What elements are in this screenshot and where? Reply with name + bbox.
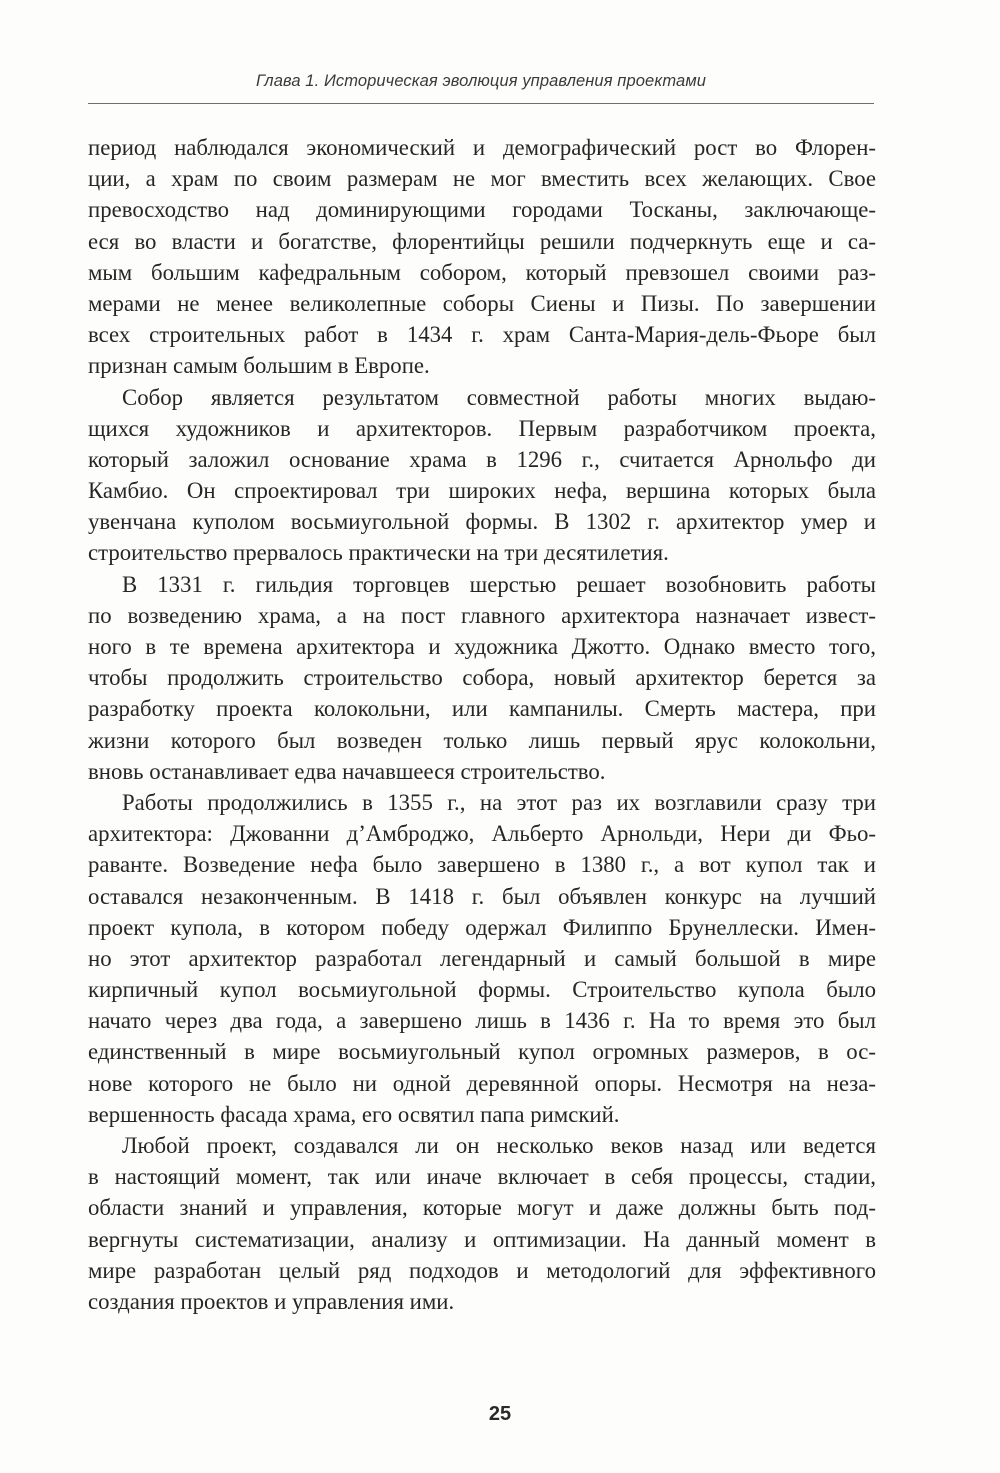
text-line: Любой проект, создавался ли он несколько веков назад или ведется <box>122 1133 876 1158</box>
text-line: создания проектов и управления ими. <box>88 1288 455 1314</box>
text-line: вновь останавливает едва начавшееся строительство. <box>88 758 606 784</box>
text-line: разработку проекта колокольни, или кампанилы. Смерть мастера, при <box>88 696 876 722</box>
text-line: но этот архитектор разработал легендарный и самый большой в мире <box>88 945 876 971</box>
paragraph-1 <box>88 132 876 382</box>
text-line: проект купола, в котором победу одержал Филиппо Брунеллески. Имен- <box>88 914 876 940</box>
text-line: ции, а храм по своим размерам не мог вместить всех желающих. Свое <box>88 166 876 192</box>
text-line: оставался незаконченным. В 1418 г. был объявлен конкурс на лучший <box>88 883 876 909</box>
text-line: по возведению храма, а на пост главного архитектора назначает извест- <box>88 602 876 628</box>
text-line: в настоящий момент, так или иначе включает в себя процессы, стадии, <box>88 1164 876 1190</box>
text-line: кирпичный купол восьмиугольной формы. Строительство купола было <box>88 977 876 1003</box>
text-line: архитектора: Джованни д’Амброджо, Альберто Арнольди, Нери ди Фьо- <box>88 821 876 847</box>
text-line: чтобы продолжить строительство собора, новый архитектор берется за <box>88 665 876 691</box>
text-line: мерами не менее великолепные соборы Сиены и Пизы. По завершении <box>88 290 876 316</box>
text-line: щихся художников и архитекторов. Первым разработчиком проекта, <box>88 415 876 441</box>
text-line: Собор является результатом совместной работы многих выдаю- <box>122 384 876 410</box>
text-line: нове которого не было ни одной деревянной опоры. Несмотря на неза- <box>88 1070 876 1096</box>
text-line: всех строительных работ в 1434 г. храм Санта-Мария-дель-Фьоре был <box>88 322 876 348</box>
text-line: Камбио. Он спроектировал три широких нефа, вершина которых была <box>88 478 876 504</box>
text-line: мым большим кафедральным собором, который превзошел своими раз- <box>88 259 876 285</box>
text-line: еся во власти и богатстве, флорентийцы решили подчеркнуть еще и са- <box>88 228 876 254</box>
paragraph-2 <box>88 382 876 569</box>
text-line: вергнуты систематизации, анализу и оптимизации. На данный момент в <box>88 1226 876 1252</box>
text-line: раванте. Возведение нефа было завершено в 1380 г., а вот купол так и <box>88 852 876 878</box>
text-line: жизни которого был возведен только лишь первый ярус колокольни, <box>88 727 876 753</box>
paragraph-3 <box>88 569 876 787</box>
text-line: который заложил основание храма в 1296 г., считается Арнольфо ди <box>88 446 876 472</box>
text-line: единственный в мире восьмиугольный купол огромных размеров, в ос- <box>88 1039 876 1065</box>
paragraph-4 <box>88 787 876 1130</box>
text-line: строительство прервалось практически на три десятилетия. <box>88 540 669 566</box>
page-number: 25 <box>488 1403 512 1425</box>
text-line: период наблюдался экономический и демографический рост во Флорен- <box>88 135 876 160</box>
text-line: ного в те времена архитектора и художника Джотто. Однако вместо того, <box>88 634 876 659</box>
text-line: области знаний и управления, которые могут и даже должны быть под- <box>88 1195 876 1221</box>
text-line: мире разработан целый ряд подходов и методологий для эффективного <box>88 1257 876 1283</box>
header-rule <box>88 103 874 104</box>
text-line: Работы продолжились в 1355 г., на этот раз их возглавили сразу три <box>122 789 876 815</box>
running-header: Глава 1. Историческая эволюция управления проектами <box>255 72 707 90</box>
text-line: начато через два года, а завершено лишь в 1436 г. На то время это был <box>88 1008 876 1034</box>
paragraph-5 <box>88 1130 876 1317</box>
text-line: превосходство над доминирующими городами Тосканы, заключающе- <box>88 197 876 223</box>
text-line: признан самым большим в Европе. <box>88 353 430 379</box>
body-text <box>88 132 876 1317</box>
text-line: В 1331 г. гильдия торговцев шерстью решает возобновить работы <box>122 571 876 597</box>
text-line: увенчана куполом восьмиугольной формы. В 1302 г. архитектор умер и <box>88 509 876 535</box>
text-line: вершенность фасада храма, его освятил папа римский. <box>88 1101 620 1127</box>
